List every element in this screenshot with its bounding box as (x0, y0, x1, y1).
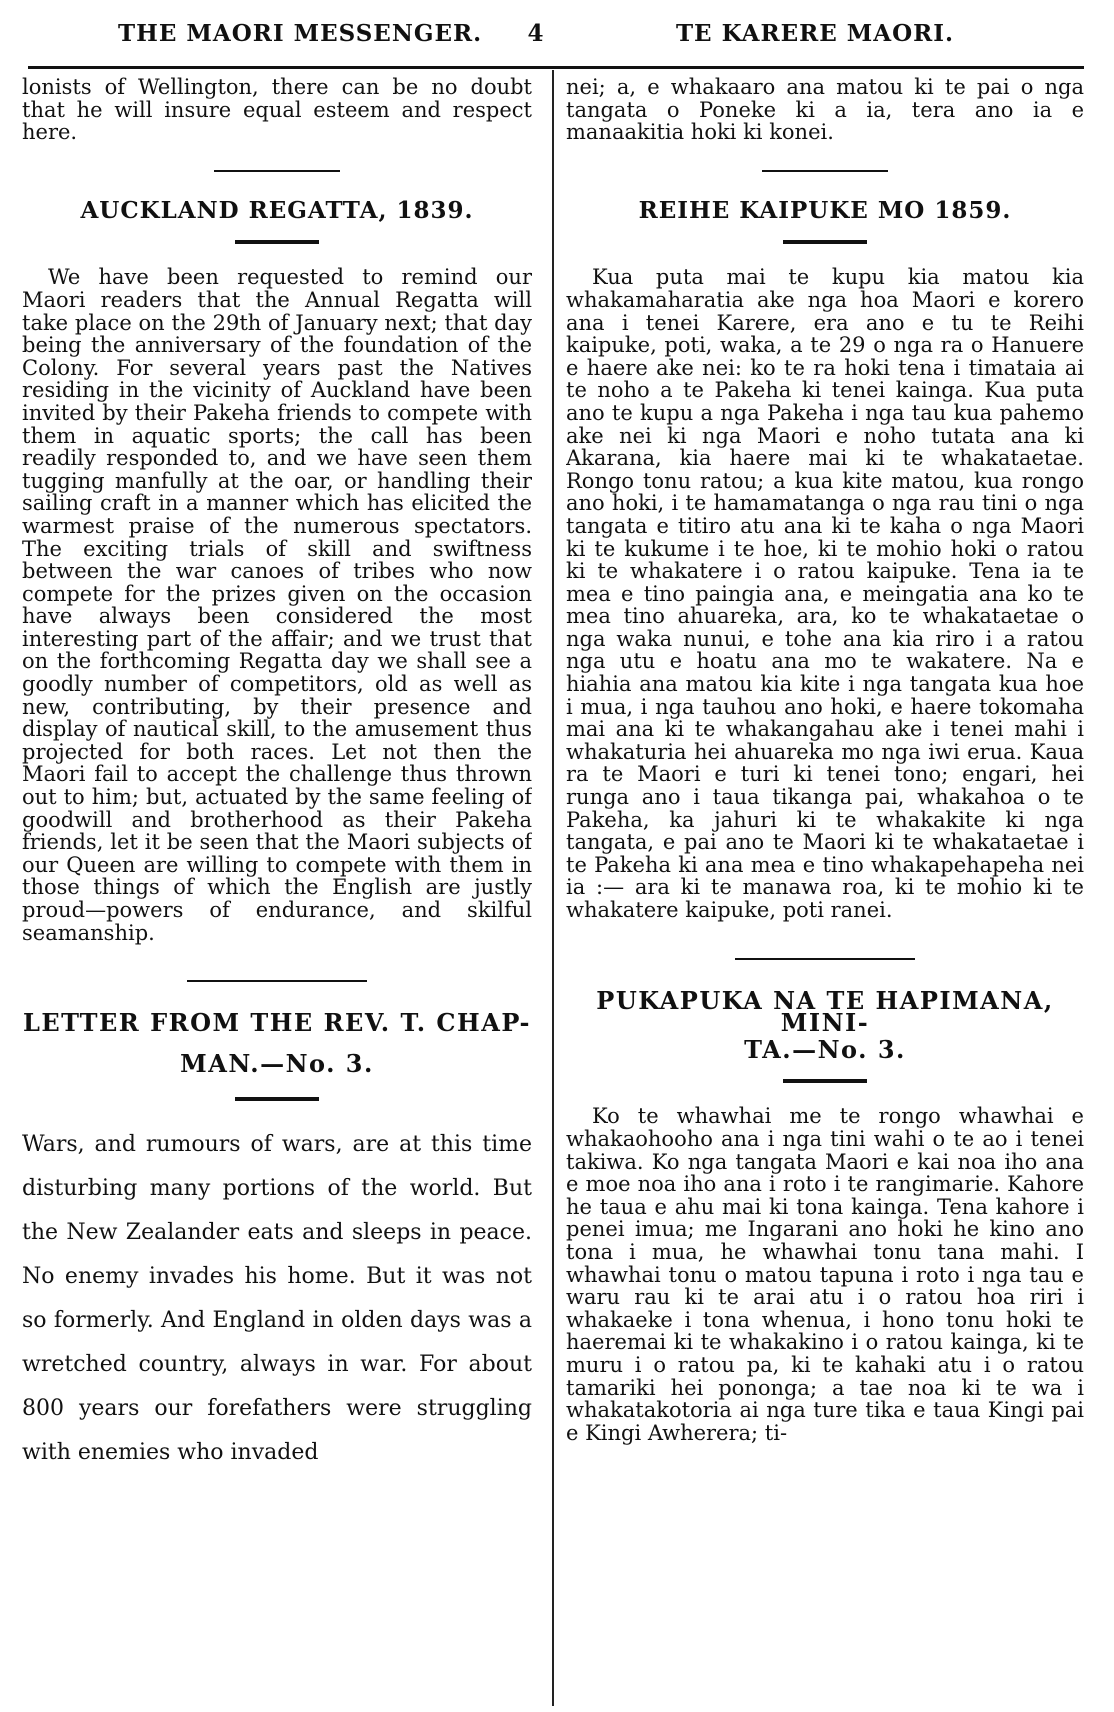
masthead-maori-title: TE KARERE MAORI. (675, 19, 955, 47)
maori-regatta-paragraph: Kua puta mai te kupu kia matou kia whakamaharatia ake nga hoa Maori e korero ana i tenei Karere, era ano e tu te Reihi kaipuke, poti, waka, a te 29 o nga ra o Hanuere e haere ake nei: ko te ra hoki tena i timataia ai te noho a te Pakeha ki tenei kainga. Kua puta ano te kupu a nga Pakeha i nga tau kua pahemo ake nei ki nga Maori e noho tutata ana ki Akarana, kia haere mai ki te whakataetae. Rongo tonu ratou; a kua kite matou, kua rongo ano hoki, i te hamamatanga o nga rau tini o nga tangata e titiro atu ana ki te kaha o nga Maori ki te kukume i te hoe, ki te mohio hoki o ratou ki te whakatere i o ratou kaipuke. Tena ia te mea e tino paingia ana, e meingatia ana ko te mea tino ahuareka, ara, ko te whakataetae o nga waka nunui, e tohe ana kia riro i a ratou nga utu e hoatu ana mo te wakatere. Na e hiahia ana matou kia kite i nga tangata kua hoe i mua, i nga tauhou ano hoki, e haere tokomaha mai ana ki te whakangahau ake i tenei mahi i whakaturia hei ahuareka mo nga iwi erua. Kaua ra te Maori e turi ki tenei tono; engari, hei runga ano i taua tikanga pai, whakahoa o te Pakeha, ka jahuri ki te whakakite ki nga tangata, e pai ano te Maori ki te whakataetae i te Pakeha ki ana mea e tino whakapehapeha nei ia :— ara ki te manawa roa, ki te mohio ki te whakatere kaipuke, poti ranei. (566, 265, 1084, 922)
english-intro-paragraph: lonists of Wellington, there can be no doubt that he will insure equal esteem and respect here. (22, 76, 532, 145)
heading-rule (783, 240, 867, 244)
english-letter-heading-line1: LETTER FROM THE REV. T. CHAP- (22, 1008, 532, 1038)
maori-regatta-heading: REIHE KAIPUKE MO 1859. (638, 196, 1012, 224)
page-number: 4 (527, 19, 545, 47)
heading-rule (235, 1097, 319, 1101)
english-letter-paragraph: Wars, and rumours of wars, are at this time disturbing many portions of the world. But the New Zealander eats and sleeps in peace. No enemy invades his home. But it was not so formerly. And England in olden days was a wretched country, always in war. For about 800 years our forefathers were struggling with enemies who invaded (22, 1132, 532, 1466)
masthead (28, 14, 1084, 52)
section-rule (762, 170, 888, 172)
heading-rule (235, 240, 319, 244)
heading-rule (783, 1079, 867, 1083)
maori-letter-paragraph: Ko te whawhai me te rongo whawhai e whakaohooho ana i nga tini wahi o te ao i tenei takiwa. Ko nga tangata Maori e kai noa iho ana e moe noa iho ana i roto i te rangimarie. Kahore he taua e ahu mai ki tona kainga. Tena kahore i penei imua; me Ingarani ano hoki he kino ano tona i mua, he whawhai tonu tana mahi. I whawhai tonu o matou tapuna i roto i nga tau e waru rau ki te arai atu i o ratou hoa riri i whakaeke i tona whenua, i hono tonu hoki te haeremai ki te whakakino i o ratou kainga, ki te muru i o ratou pa, ki te kahaki atu i o ratou tamariki hei pononga; a tae noa ki te wa i whakatakotoria ai nga ture tika e taua Kingi pai e Kingi Awherera; ti- (566, 1104, 1084, 1445)
maori-column (566, 76, 1084, 1706)
english-letter-heading-line2: MAN.—No. 3. (180, 1048, 374, 1078)
maori-intro-paragraph: nei; a, e whakaaro ana matou ki te pai o nga tangata o Poneke ki a ia, tera ano ia e manaakitia hoki ki konei. (566, 76, 1084, 145)
english-column (22, 76, 532, 1706)
column-divider (552, 70, 554, 1706)
english-regatta-paragraph: We have been requested to remind our Maori readers that the Annual Regatta will take place on the 29th of January next; that day being the anniversary of the foundation of the Colony. For several years past the Natives residing in the vicinity of Auckland have been invited by their Pakeha friends to compete with them in aquatic sports; the call has been readily responded to, and we have seen them tugging manfully at the oar, or handling their sailing craft in a manner which has elicited the warmest praise of the numerous spectators. The exciting trials of skill and swiftness between the war canoes of tribes who now compete for the prizes given on the occasion have always been considered the most interesting part of the affair; and we trust that on the forthcoming Regatta day we shall see a goodly number of competitors, old as well as new, contributing, by their presence and display of nautical skill, to the amusement thus projected for both races. Let not then the Maori fail to accept the challenge thus thrown out to him; but, actuated by the same feeling of goodwill and brotherhood as their Pakeha friends, let it be seen that the Maori subjects of our Queen are willing to compete with them in those things of which the English are justly proud—powers of endurance, and skilful seamanship. (22, 265, 532, 945)
maori-letter-heading-line2: TA.—No. 3. (744, 1034, 906, 1064)
maori-letter-heading-line1: PUKAPUKA NA TE HAPIMANA, MINI- (596, 985, 1054, 1038)
masthead-rule (28, 66, 1084, 69)
masthead-english-title: THE MAORI MESSENGER. (118, 19, 483, 47)
section-rule (214, 170, 340, 172)
english-regatta-heading: AUCKLAND REGATTA, 1839. (80, 196, 474, 224)
section-rule (735, 958, 915, 960)
section-rule (187, 980, 367, 982)
